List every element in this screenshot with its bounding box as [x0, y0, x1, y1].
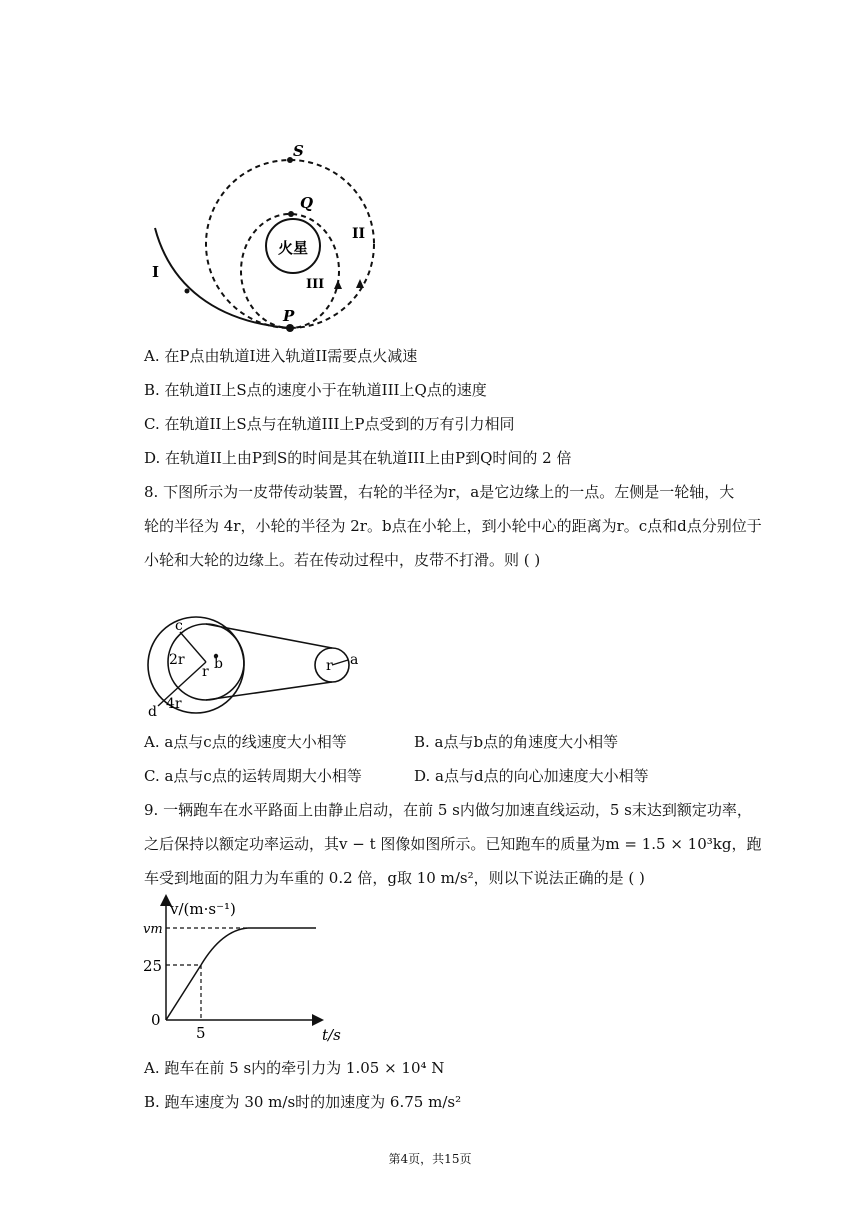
page-footer: 第4页，共15页 [388, 1152, 472, 1166]
belt-bottom [206, 682, 332, 700]
label-I: I [152, 263, 160, 281]
label-III: III [306, 277, 325, 292]
point-on-orbit-I [185, 289, 190, 294]
label-c: c [175, 618, 183, 634]
label-S: S [293, 142, 304, 160]
label-r-center: r [202, 664, 209, 680]
label-a: a [350, 652, 359, 668]
label-d: d [148, 704, 157, 720]
y-tick-0: 0 [151, 1011, 161, 1029]
q9-stem-line3: 车受到地面的阻力为车重的 0.2 倍，g取 10 m/s²，则以下说法正确的是 ( ) [144, 869, 645, 887]
series-curve [201, 928, 248, 965]
arrow-III [334, 280, 342, 289]
q8-stem-line1: 8. 下图所示为一皮带传动装置，右轮的半径为r，a是它边缘上的一点。左侧是一轮轴，大 [144, 483, 735, 501]
y-axis-label: v/(m·s⁻¹) [170, 900, 236, 918]
point-Q [288, 211, 294, 217]
radius-r-right [332, 660, 348, 665]
label-4r: 4r [166, 696, 182, 712]
q8-stem-line2: 轮的半径为 4r，小轮的半径为 2r。b点在小轮上，到小轮中心的距离为r。c点和d点分别位于 [144, 517, 762, 535]
q8-option-d: D. a点与d点的向心加速度大小相等 [414, 767, 649, 785]
label-Q: Q [300, 194, 314, 212]
x-tick-5: 5 [196, 1024, 206, 1042]
q8-option-b: B. a点与b点的角速度大小相等 [414, 733, 619, 751]
vt-chart [140, 894, 360, 1046]
label-2r: 2r [169, 652, 185, 668]
label-mars: 火星 [278, 239, 309, 257]
orbit-I [155, 228, 290, 328]
belt-top [206, 624, 332, 648]
q8-option-a: A. a点与c点的线速度大小相等 [144, 733, 347, 751]
q7-option-b: B. 在轨道II上S点的速度小于在轨道III上Q点的速度 [144, 381, 487, 399]
q8-option-c: C. a点与c点的运转周期大小相等 [144, 767, 362, 785]
x-axis-label: t/s [322, 1026, 341, 1044]
q7-option-d: D. 在轨道II上由P到S的时间是其在轨道III上由P到Q时间的 2 倍 [144, 449, 572, 467]
y-tick-vm: vm [143, 922, 163, 937]
q9-stem-line1: 9. 一辆跑车在水平路面上由静止启动，在前 5 s内做匀加速直线运动，5 s末达到额定功率， [144, 801, 752, 819]
label-II: II [352, 226, 366, 242]
q9-option-a: A. 跑车在前 5 s内的牵引力为 1.05 × 10⁴ N [144, 1059, 445, 1077]
series-linear [166, 965, 201, 1020]
q7-option-c: C. 在轨道II上S点与在轨道III上P点受到的万有引力相同 [144, 415, 515, 433]
label-b: b [214, 656, 223, 672]
label-r-right: r [326, 658, 333, 674]
q9-option-b: B. 跑车速度为 30 m/s时的加速度为 6.75 m/s² [144, 1093, 462, 1111]
point-P [286, 324, 294, 332]
q8-stem-line3: 小轮和大轮的边缘上。若在传动过程中，皮带不打滑。则 ( ) [144, 551, 541, 569]
belt-figure [140, 612, 360, 722]
q7-option-a: A. 在P点由轨道I进入轨道II需要点火减速 [144, 347, 418, 365]
arrow-II [356, 279, 364, 288]
orbit-figure [140, 140, 380, 345]
y-tick-25: 25 [143, 957, 163, 975]
q9-stem-line2: 之后保持以额定功率运动，其v − t 图像如图所示。已知跑车的质量为m = 1.5 × 10³kg，跑 [144, 835, 762, 853]
label-P: P [283, 307, 295, 325]
